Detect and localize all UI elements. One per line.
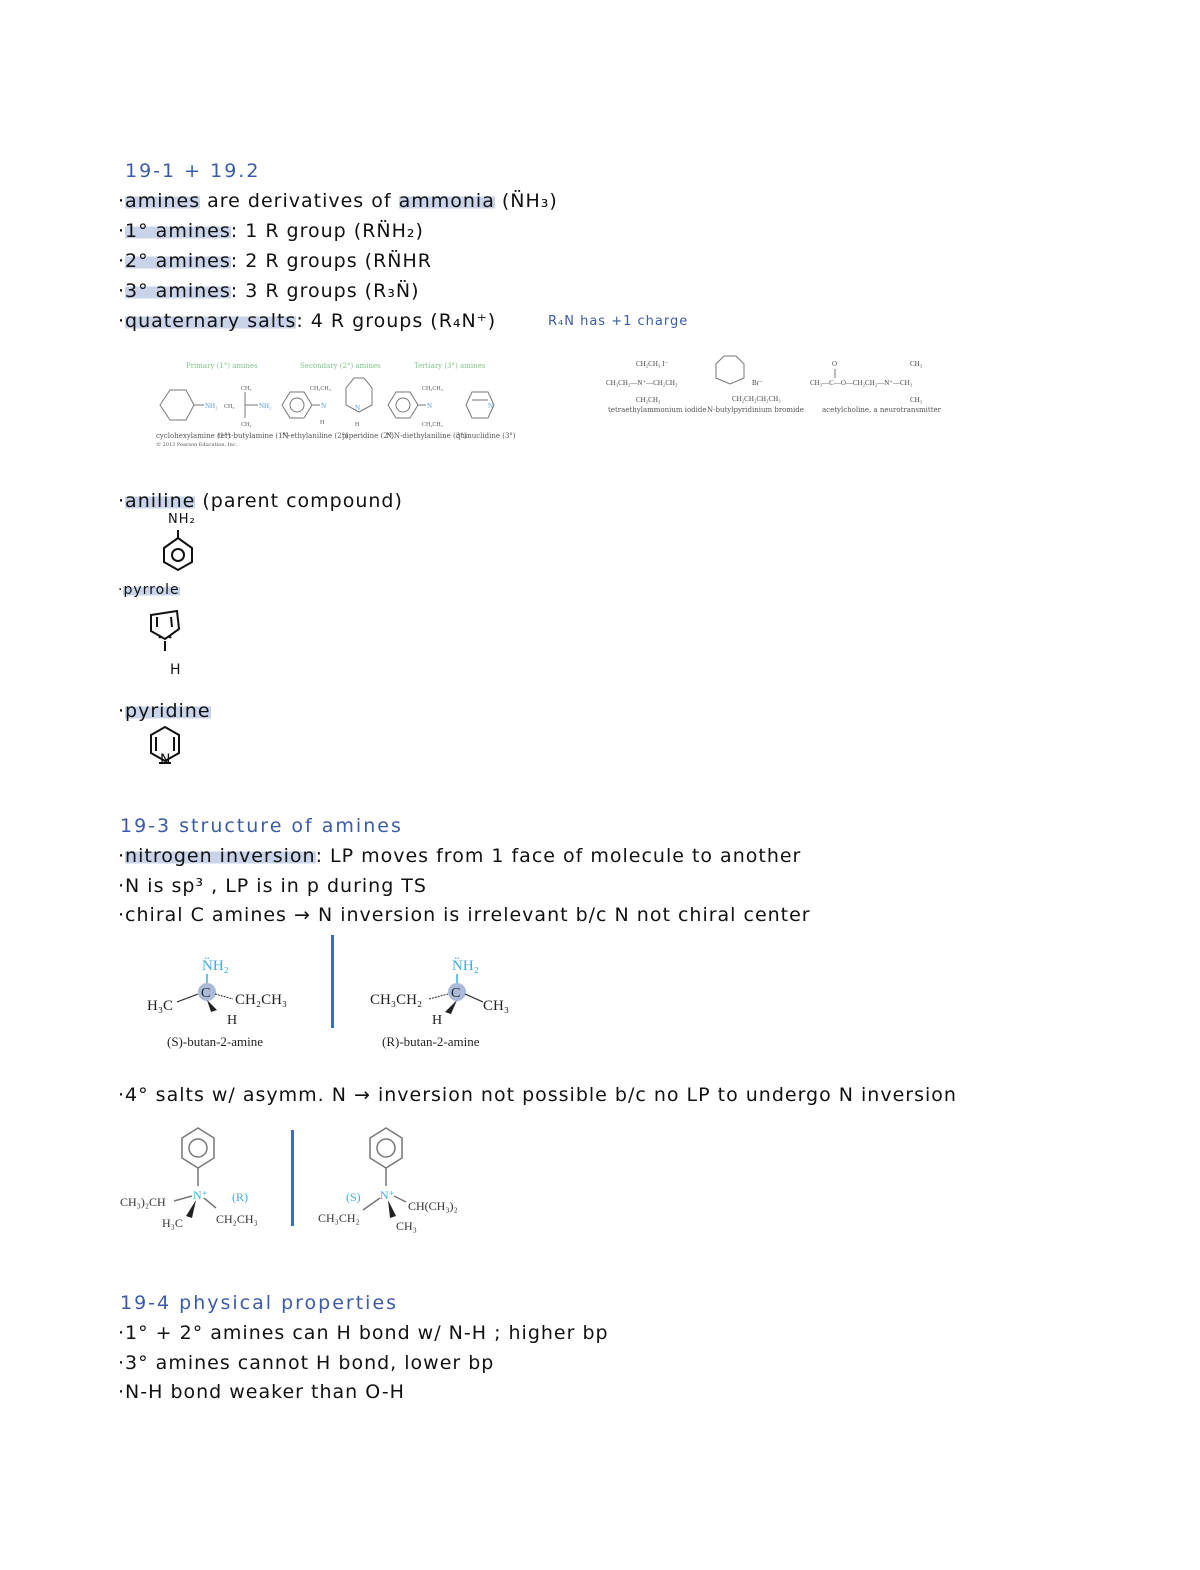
highlight-ammonia: ammonia	[398, 190, 495, 212]
svg-text:CH₃: CH₃	[910, 360, 923, 368]
svg-text:N: N	[321, 402, 327, 410]
svg-text:CH₃: CH₃	[241, 422, 252, 428]
svg-text:N: N	[355, 404, 361, 412]
aniline-nh2-label: NH₂	[168, 512, 196, 527]
fig1-caption-butylpyridinium: N-butylpyridinium bromide	[707, 406, 804, 414]
pyridinium-ring	[716, 356, 744, 384]
note-line-pyrrole: ·pyrrole	[118, 582, 180, 598]
svg-text:CH₂CH₂CH₂CH₃: CH₂CH₂CH₂CH₃	[732, 395, 781, 403]
fig1-copyright: © 2013 Pearson Education, Inc.	[156, 442, 238, 448]
note-line-primary-amines: ·1° amines: 1 R group (RN̈H₂)	[118, 220, 424, 242]
caption-r-butan-2-amine: (R)-butan-2-amine	[382, 1034, 480, 1049]
svg-text:N: N	[427, 402, 433, 410]
note-line-amines-definition: ·amines are derivatives of ammonia (N̈H₃)	[118, 190, 558, 212]
note-charge: R₄N has +1 charge	[548, 314, 689, 329]
note-line-pyridine: ·pyridine	[118, 700, 211, 722]
svg-text:H: H	[320, 420, 325, 426]
label-r-config: (R)	[232, 1190, 248, 1204]
svg-text:H: H	[355, 422, 360, 428]
note-line-quaternary-salts: ·quaternary salts: 4 R groups (R₄N⁺)	[118, 310, 497, 332]
label-s-config: (S)	[346, 1190, 361, 1204]
svg-text:CH₃CH₂—N⁺—CH₂CH₃: CH₃CH₂—N⁺—CH₂CH₃	[606, 379, 678, 387]
fig1-header-primary: Primary (1°) amines	[186, 362, 258, 370]
quaternary-ammonium-structures	[118, 1128, 478, 1238]
svg-text:O: O	[832, 360, 838, 368]
highlight-amines: amines	[125, 190, 201, 212]
cyclohexane-ring	[160, 390, 194, 420]
svg-text:CH₃: CH₃	[483, 998, 510, 1014]
svg-text:CH₃: CH₃	[910, 396, 923, 404]
note-line-chiral-c: ·chiral C amines → N inversion is irrelevant b/c N not chiral center	[118, 904, 811, 926]
note-line-sp3: ·N is sp³ , LP is in p during TS	[118, 875, 427, 897]
fig1-caption-quinuclidine: quinuclidine (3°)	[456, 432, 516, 440]
fig1-caption-diethylaniline: N,N-diethylaniline (3°)	[386, 432, 467, 440]
figure-divider-1	[331, 935, 334, 1028]
svg-text:CH₃: CH₃	[224, 404, 235, 410]
svg-text:CH₃—C—O—CH₂CH₂—N⁺—CH₃: CH₃—C—O—CH₂CH₂—N⁺—CH₃	[810, 379, 913, 387]
figure-divider-2	[291, 1130, 294, 1226]
note-line-nitrogen-inversion: ·nitrogen inversion: LP moves from 1 face of molecule to another	[118, 845, 802, 867]
pyridine-n-label: N	[160, 752, 172, 768]
section-heading-19-4: 19-4 physical properties	[120, 1292, 399, 1314]
svg-text:H₃C: H₃C	[147, 998, 174, 1014]
note-line-h-bond: ·1° + 2° amines can H bond w/ N-H ; higher bp	[118, 1322, 609, 1344]
benzene-ring-2	[388, 392, 418, 418]
fig1-caption-n-ethylaniline: N-ethylaniline (2°)	[282, 432, 348, 440]
note-line-tertiary-amines: ·3° amines: 3 R groups (R₃N̈)	[118, 280, 420, 302]
fig1-caption-tert-butylamine: tert-butylamine (1°)	[218, 432, 289, 440]
svg-text:N̈H₂: N̈H₂	[202, 958, 229, 974]
svg-text:H₃C: H₃C	[162, 1216, 183, 1230]
svg-text:CH(CH₃)₂: CH(CH₃)₂	[408, 1199, 458, 1213]
svg-text:C: C	[451, 986, 461, 1001]
svg-text:CH₃CH₂: CH₃CH₂	[370, 992, 423, 1008]
svg-text:NH₂: NH₂	[205, 402, 218, 410]
note-line-secondary-amines: ·2° amines: 2 R groups (RN̈HR	[118, 250, 432, 272]
svg-text:CH₂CH₃: CH₂CH₃	[422, 386, 443, 392]
pyrrole-structure	[145, 605, 185, 655]
fig1-caption-tetraethylammonium: tetraethylammonium iodide	[608, 406, 707, 414]
fig1-caption-cyclohexylamine: cyclohexylamine (1°)	[156, 432, 231, 440]
svg-text:N⁺: N⁺	[380, 1188, 395, 1202]
svg-text:C: C	[201, 986, 211, 1001]
svg-text:CH₂CH₃: CH₂CH₃	[636, 396, 661, 404]
aniline-structure	[158, 530, 198, 572]
svg-text:CH₃: CH₃	[241, 386, 252, 392]
svg-text:CH₂CH₃: CH₂CH₃	[216, 1212, 258, 1226]
svg-text:CH₃CH₂: CH₃CH₂	[318, 1211, 360, 1225]
svg-text:CH₂CH₃: CH₂CH₃	[422, 422, 443, 428]
caption-s-butan-2-amine: (S)-butan-2-amine	[167, 1034, 264, 1049]
fig1-header-secondary: Secondary (2°) amines	[300, 362, 381, 370]
svg-text:H: H	[432, 1013, 443, 1028]
svg-text:H: H	[227, 1013, 238, 1028]
svg-text:Br⁻: Br⁻	[752, 379, 763, 387]
svg-text:N⁺: N⁺	[193, 1188, 208, 1202]
section-heading-19-3: 19-3 structure of amines	[120, 815, 403, 837]
pyrrole-h-label: H	[170, 662, 182, 678]
svg-text:CH₃)₂CH: CH₃)₂CH	[120, 1195, 166, 1209]
note-line-tertiary-bp: ·3° amines cannot H bond, lower bp	[118, 1352, 495, 1374]
svg-text:N: N	[488, 402, 494, 410]
svg-text:CH₂CH₃: CH₂CH₃	[235, 992, 288, 1008]
butan-2-amine-structures	[145, 952, 545, 1032]
fig1-header-tertiary: Tertiary (3°) amines	[414, 362, 486, 370]
note-line-nh-weaker: ·N-H bond weaker than O-H	[118, 1381, 405, 1403]
svg-text:CH₃: CH₃	[396, 1219, 417, 1233]
fig1-caption-piperidine: piperidine (2°)	[342, 432, 394, 440]
svg-text:NH₂: NH₂	[259, 402, 272, 410]
svg-text:CH₂CH₃ I⁻: CH₂CH₃ I⁻	[636, 360, 669, 368]
svg-text:N̈H₂: N̈H₂	[452, 958, 479, 974]
section-heading-19-1: 19-1 + 19.2	[125, 160, 261, 182]
svg-text:CH₂CH₃: CH₂CH₃	[310, 386, 331, 392]
note-line-aniline: ·aniline (parent compound)	[118, 490, 403, 512]
fig1-caption-acetylcholine: acetylcholine, a neurotransmitter	[822, 406, 942, 414]
benzene-ring-1	[282, 392, 312, 418]
note-line-quaternary-salts-inversion: ·4° salts w/ asymm. N → inversion not possible b/c no LP to undergo N inversion	[118, 1084, 957, 1106]
